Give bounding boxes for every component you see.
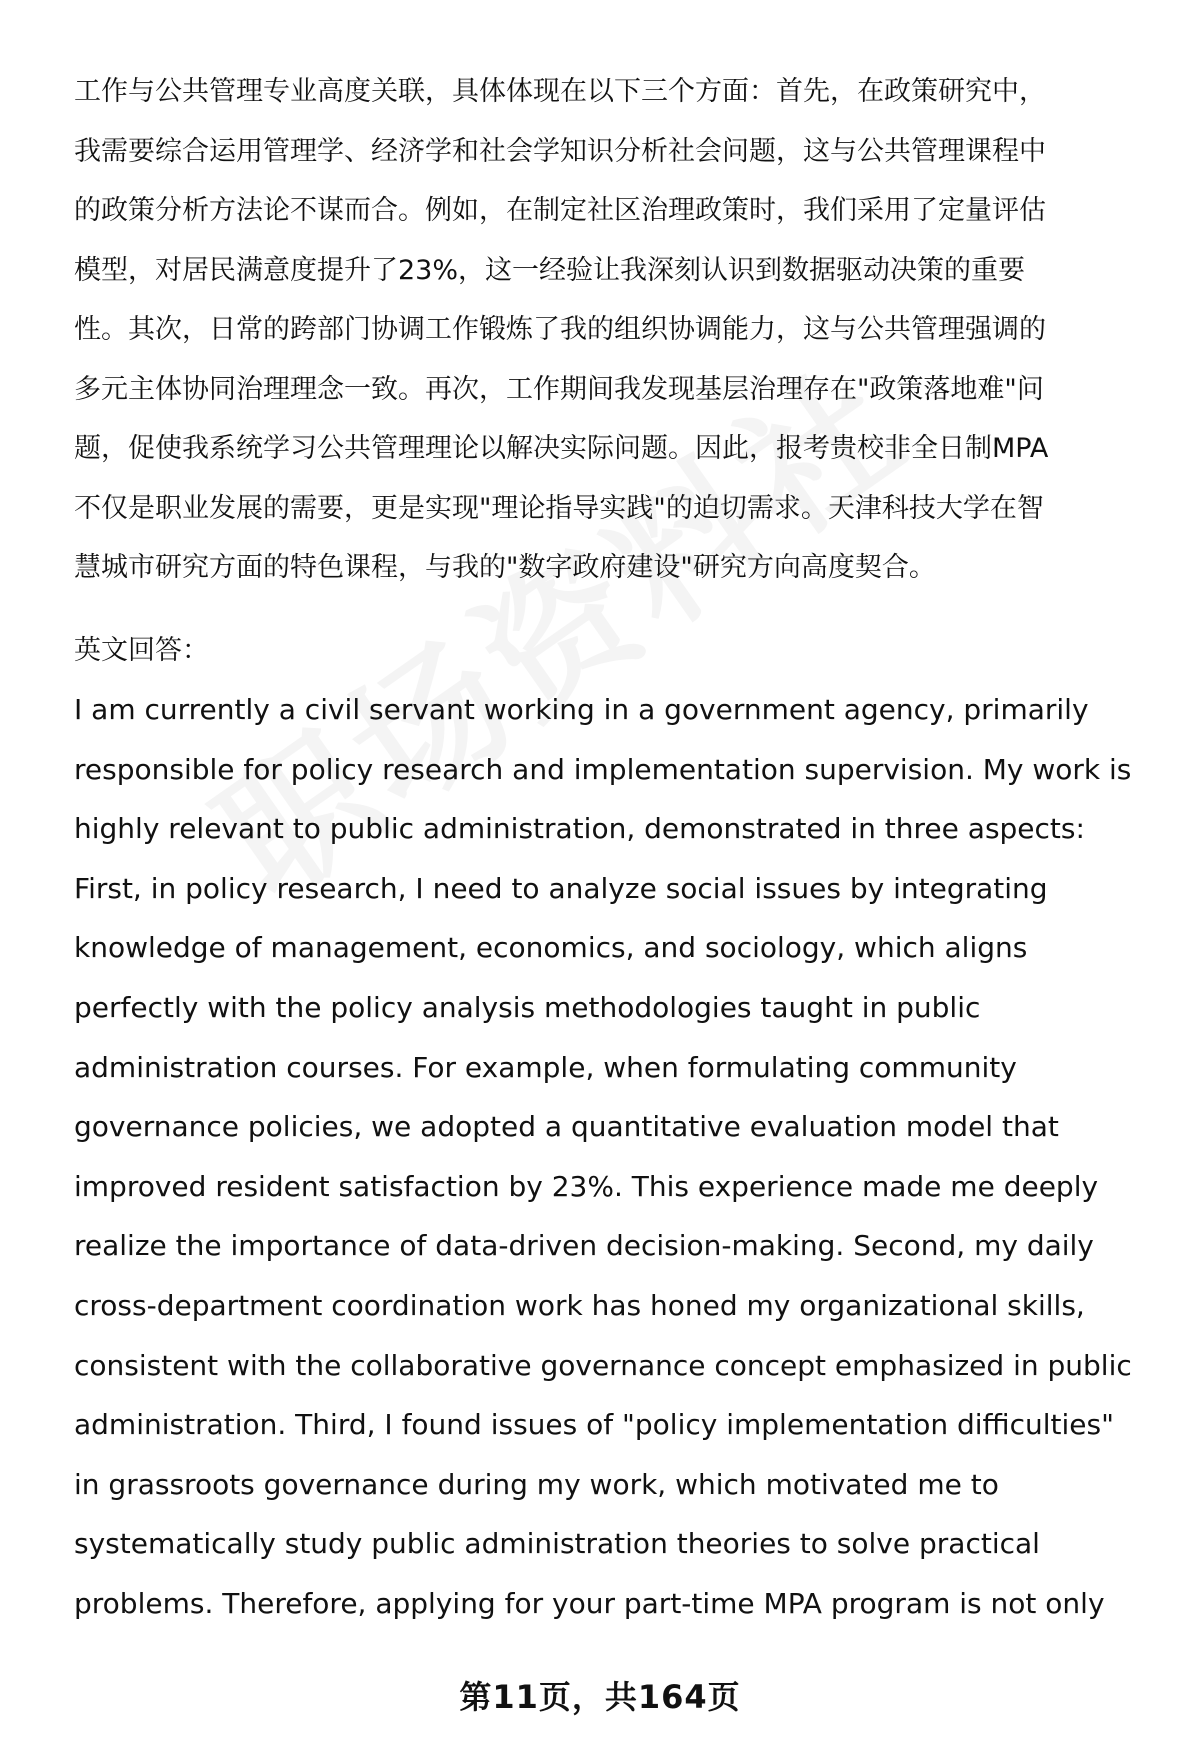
text-line: 不仅是职业发展的需要，更是实现"理论指导实践"的迫切需求。天津科技大学在智 [74, 492, 1044, 524]
text-line: highly relevant to public administration, demonstrated in three aspects: [74, 812, 1085, 846]
text-line: improved resident satisfaction by 23%. This experience made me deeply [74, 1169, 1099, 1203]
text-line: in grassroots governance during my work, which motivated me to [74, 1467, 999, 1501]
text-line: cross-department coordination work has honed my organizational skills, [74, 1288, 1085, 1322]
text-line: responsible for policy research and implementation supervision. My work is [74, 752, 1132, 786]
text-line: 多元主体协同治理理念一致。再次，工作期间我发现基层治理存在"政策落地难"问 [74, 373, 1044, 405]
chinese-answer-paragraph [74, 62, 1154, 598]
text-line: 我需要综合运用管理学、经济学和社会学知识分析社会问题，这与公共管理课程中 [74, 135, 1046, 167]
text-line: 模型，对居民满意度提升了23%，这一经验让我深刻认识到数据驱动决策的重要 [74, 254, 1026, 286]
text-line: perfectly with the policy analysis methodologies taught in public [74, 990, 981, 1024]
text-line: administration courses. For example, when formulating community [74, 1050, 1017, 1084]
text-line: 性。其次，日常的跨部门协调工作锻炼了我的组织协调能力，这与公共管理强调的 [74, 314, 1046, 345]
text-line: consistent with the collaborative governance concept emphasized in public [74, 1348, 1132, 1382]
text-line: realize the importance of data-driven decision-making. Second, my daily [74, 1229, 1094, 1263]
text-line: administration. Third, I found issues of "policy implementation difficulties" [74, 1408, 1114, 1442]
text-line: systematically study public administration theories to solve practical [74, 1527, 1040, 1561]
text-line: 工作与公共管理专业高度关联，具体体现在以下三个方面：首先，在政策研究中， [74, 76, 1046, 107]
text-line: problems. Therefore, applying for your part-time MPA program is not only [74, 1586, 1105, 1620]
text-line: 慧城市研究方面的特色课程，与我的"数字政府建设"研究方向高度契合。 [74, 552, 936, 583]
text-line: First, in policy research, I need to analyze social issues by integrating [74, 871, 1048, 905]
text-line: governance policies, we adopted a quantitative evaluation model that [74, 1110, 1059, 1144]
text-line: 题，促使我系统学习公共管理理论以解决实际问题。因此，报考贵校非全日制MPA [74, 433, 1049, 464]
text-line: 的政策分析方法论不谋而合。例如，在制定社区治理政策时，我们采用了定量评估 [74, 195, 1046, 226]
english-answer-paragraph [74, 680, 1154, 1634]
page-content [74, 62, 1154, 1634]
english-answer-label: 英文回答： [74, 634, 209, 666]
text-line: knowledge of management, economics, and sociology, which aligns [74, 931, 1028, 965]
page-number-footer: 第11页，共164页 [459, 1678, 741, 1716]
text-line: I am currently a civil servant working in a government agency, primarily [74, 693, 1089, 726]
